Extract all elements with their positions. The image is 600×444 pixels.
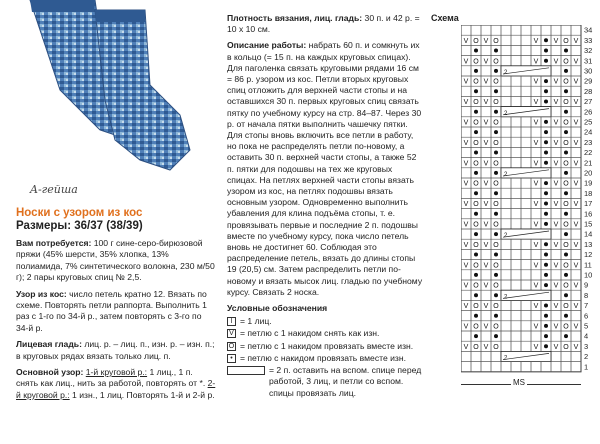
chart-symbol: O <box>473 241 479 249</box>
chart-symbol: V <box>483 282 489 290</box>
chart-dot <box>494 89 498 93</box>
socks-photo <box>0 0 200 196</box>
chart-symbol: V <box>553 180 559 188</box>
cable-label: 2 <box>504 233 508 240</box>
chart-dot <box>544 151 548 155</box>
chart-symbol: O <box>493 139 499 147</box>
chart-symbol: V <box>553 241 559 249</box>
chart-dot <box>494 49 498 53</box>
chart-title: Схема <box>431 13 459 23</box>
description-text: набрать 60 п. и сомкнуть их в кольцо (= 15 п. на каждых круговых спицах). Для паголенка связать круговыми рядами 16 см = 86 р. узором из кос. Петли вторых круговых спиц отложить для верхней части стопы и на оставшихся 30 п. первых круговых спиц связать пятку по учебному курсу на стр. 84–87. Через 30 р. от начала пятки выполнить чашечку пятки. Для стопы вновь включить все петли в работу, но пока не распределять петли по-новому, а оставить 30 п. верхней части стопы, а также 52 п. пятки для подошвы на тех же круговых спицах. На петлях верхней части стопы вязать узором из кос, на петлях подошвы вязать основным узором. Одновременно выполнить убавления для клина подъёма стопы, т. е. провязывать первые и последние 2 п. подошвы вместе по учебному курсу, пока число петель вновь не достигнет 60. Соблюдая это распределение петель, вязать до длины стопы 19 (20,5) см. Затем распределить петли по-новому и вязать мысок лиц. гладью по учебному курсу. Связать 2 носка. <box>227 40 423 297</box>
chart-symbol: V <box>533 343 539 351</box>
chart-symbol: V <box>483 201 489 209</box>
chart-symbol: V <box>483 262 489 270</box>
chart-symbol: V <box>483 119 489 127</box>
chart-symbol: V <box>553 221 559 229</box>
chart-symbol: V <box>533 262 539 270</box>
chart-dot <box>474 69 478 73</box>
chart-dot <box>474 253 478 257</box>
chart-dot <box>494 293 498 297</box>
description <box>227 40 423 298</box>
chart-symbol: V <box>483 160 489 168</box>
row-number: 27 <box>584 97 593 107</box>
basic-pattern-r1-text: 1 лиц., 1 п. снять как лиц., нить за работой, повторять от *. <box>16 367 206 389</box>
basic-pattern-r2-text: 1 изн., 1 лиц. Повторять 1-й и 2-й р. <box>72 389 215 400</box>
chart-dot <box>544 89 548 93</box>
legend-item-dot <box>227 353 423 364</box>
chart-symbol: V <box>573 58 579 66</box>
row-number: 28 <box>584 86 593 96</box>
chart-symbol: V <box>463 201 469 209</box>
chart-dot <box>544 242 548 246</box>
chart-dot <box>564 334 568 338</box>
chart-symbol: O <box>493 262 499 270</box>
chart-symbol: V <box>573 139 579 147</box>
chart-dot <box>494 171 498 175</box>
chart-symbol: V <box>553 262 559 270</box>
chart-dot <box>474 334 478 338</box>
row-number: 4 <box>584 331 589 341</box>
chart-symbol: V <box>573 180 579 188</box>
chart-dot <box>564 151 568 155</box>
basic-pattern-label: Основной узор: <box>16 367 84 378</box>
chart-symbol: V <box>553 323 559 331</box>
chart-dot <box>494 110 498 114</box>
chart-dot <box>564 89 568 93</box>
chart-symbol: O <box>563 180 569 188</box>
chart-symbol: V <box>533 303 539 311</box>
chart-symbol: O <box>493 180 499 188</box>
cable-symbol-icon <box>227 366 265 375</box>
chart-dot <box>494 130 498 134</box>
chart-dot <box>564 130 568 134</box>
row-number: 15 <box>584 219 593 229</box>
chart-symbol: O <box>493 78 499 86</box>
chart-symbol: O <box>473 58 479 66</box>
chart-symbol: O <box>493 37 499 45</box>
chart-symbol: V <box>463 343 469 351</box>
chart-dot <box>544 283 548 287</box>
chart-dot <box>474 293 478 297</box>
chart-symbol: O <box>563 119 569 127</box>
dot-symbol-icon: • <box>227 354 236 363</box>
chart-symbol: V <box>463 241 469 249</box>
basic-pattern-r2: 2-й круговой р.: <box>16 378 216 400</box>
row-number: 34 <box>584 25 593 35</box>
chart-symbol: V <box>483 303 489 311</box>
chart-symbol: O <box>473 221 479 229</box>
chart-dot <box>474 232 478 236</box>
chart-symbol: V <box>533 58 539 66</box>
stockinette-text: лиц. р. – лиц. п., изн. р. – изн. п.; в круговых рядах вязать только лиц. п. <box>16 339 215 361</box>
row-number: 32 <box>584 46 593 56</box>
ms-label: MS <box>513 378 525 387</box>
chart-symbol: V <box>573 201 579 209</box>
stockinette-label: Лицевая гладь: <box>16 339 82 350</box>
chart-dot <box>544 161 548 165</box>
legend-title: Условные обозначения <box>227 303 328 314</box>
chart-symbol: V <box>573 241 579 249</box>
chart-symbol: O <box>563 160 569 168</box>
row-number: 5 <box>584 321 589 331</box>
chart-dot <box>544 222 548 226</box>
row-number: 12 <box>584 250 593 260</box>
chart-dot <box>494 334 498 338</box>
gauge <box>227 13 423 35</box>
cable-label: 2 <box>504 110 508 117</box>
chart-symbol: V <box>553 201 559 209</box>
chart-dot <box>474 110 478 114</box>
slip-symbol-icon: V <box>227 329 236 338</box>
materials-text: 100 г сине-серо-бирюзовой пряжи (45% шерсти, 35% хлопка, 13% полиамида, 7% синтетического волокна, 230 м/50 г); 2 пары круговых спиц № 2,5. <box>16 238 215 283</box>
chart-symbol: V <box>463 160 469 168</box>
row-number: 26 <box>584 107 593 117</box>
row-number: 10 <box>584 270 593 280</box>
row-number: 31 <box>584 56 593 66</box>
chart-symbol: O <box>563 58 569 66</box>
chart-symbol: V <box>573 99 579 107</box>
chart-symbol: O <box>473 323 479 331</box>
chart-symbol: O <box>493 119 499 127</box>
chart-dot <box>544 59 548 63</box>
chart-symbol: O <box>473 160 479 168</box>
chart-dot <box>494 69 498 73</box>
chart-dot <box>494 314 498 318</box>
row-number: 8 <box>584 290 589 300</box>
chart-dot <box>494 273 498 277</box>
page-title: Носки с узором из кос <box>16 207 143 219</box>
chart-symbol: V <box>553 160 559 168</box>
chart-symbol: V <box>463 323 469 331</box>
chart-symbol: V <box>463 119 469 127</box>
chart-dot <box>564 253 568 257</box>
legend-item-purl-together <box>227 341 423 352</box>
chart-dot <box>544 181 548 185</box>
chart-dot <box>544 263 548 267</box>
chart-dot <box>544 314 548 318</box>
chart-symbol: V <box>553 58 559 66</box>
chart-dot <box>474 171 478 175</box>
chart-symbol: O <box>493 303 499 311</box>
chart-dot <box>564 69 568 73</box>
chart-symbol: V <box>483 343 489 351</box>
row-number: 11 <box>584 260 592 270</box>
legend-text: = петлю с 1 накидом провязать вместе изн. <box>240 340 414 351</box>
chart-dot <box>544 130 548 134</box>
chart-dot <box>564 232 568 236</box>
pattern-ribs-label: Узор из кос: <box>16 288 67 299</box>
chart-dot <box>564 314 568 318</box>
chart-symbol: O <box>493 282 499 290</box>
knitting-chart <box>461 25 596 375</box>
chart-symbol: V <box>463 37 469 45</box>
chart-symbol: V <box>533 323 539 331</box>
chart-symbol: V <box>573 119 579 127</box>
cable-label: 2 <box>504 70 508 76</box>
chart-symbol: V <box>533 241 539 249</box>
chart-symbol: O <box>563 262 569 270</box>
chart-dot <box>544 140 548 144</box>
stockinette <box>16 339 216 362</box>
row-number: 2 <box>584 352 589 362</box>
chart-symbol: V <box>573 78 579 86</box>
legend-text: = 2 п. оставить на вспом. спице перед работой, 3 лиц, и петли со вспом. спицы провязать лиц. <box>269 365 422 398</box>
chart-symbol: O <box>493 343 499 351</box>
chart-symbol: O <box>493 99 499 107</box>
chart-symbol: V <box>573 221 579 229</box>
chart-symbol: O <box>563 99 569 107</box>
legend-text: = петлю с накидом провязать вместе изн. <box>240 352 407 363</box>
gauge-text: 30 п. и 42 р. = 10 х 10 см. <box>227 13 420 35</box>
chart-symbol: V <box>463 180 469 188</box>
chart-dot <box>544 344 548 348</box>
chart-symbol: O <box>473 139 479 147</box>
legend-item-slip <box>227 328 423 339</box>
chart-symbol: V <box>463 99 469 107</box>
basic-pattern-r1: 1-й круговой р.: <box>85 367 148 378</box>
signature: A-гейша <box>30 183 78 196</box>
chart-symbol: V <box>573 323 579 331</box>
chart-symbol: V <box>533 160 539 168</box>
legend-item-knit <box>227 316 423 327</box>
chart-dot <box>474 130 478 134</box>
description-label: Описание работы: <box>227 40 307 51</box>
row-number: 16 <box>584 209 593 219</box>
chart-symbol: O <box>473 78 479 86</box>
chart-symbol: V <box>463 58 469 66</box>
chart-symbol: O <box>493 160 499 168</box>
chart-symbol: O <box>563 37 569 45</box>
chart-dot <box>544 304 548 308</box>
row-number: 33 <box>584 35 593 45</box>
chart-symbol: O <box>563 282 569 290</box>
chart-dot <box>544 253 548 257</box>
chart-symbol: O <box>563 201 569 209</box>
row-number: 24 <box>584 127 593 137</box>
legend-text: = петлю с 1 накидом снять как изн. <box>240 328 380 339</box>
chart-symbol: O <box>563 139 569 147</box>
chart-symbol: V <box>553 282 559 290</box>
row-number: 29 <box>584 76 593 86</box>
chart-dot <box>564 191 568 195</box>
chart-symbol: V <box>483 139 489 147</box>
chart-symbol: V <box>463 139 469 147</box>
chart-dot <box>564 49 568 53</box>
left-column <box>16 207 216 406</box>
chart-symbol: V <box>573 37 579 45</box>
chart-dot <box>564 171 568 175</box>
row-number: 19 <box>584 178 593 188</box>
chart-symbol: V <box>483 241 489 249</box>
row-number: 1 <box>584 362 589 372</box>
chart-symbol: V <box>463 78 469 86</box>
chart-symbol: O <box>493 241 499 249</box>
chart-symbol: V <box>533 37 539 45</box>
chart-symbol: V <box>463 282 469 290</box>
chart-dot <box>494 151 498 155</box>
legend-text: = 1 лиц. <box>240 316 272 327</box>
chart-symbol: O <box>563 221 569 229</box>
chart-symbol: O <box>563 241 569 249</box>
pattern-ribs-text: число петель кратно 12. Вязать по схеме. Повторять петли раппорта. Выполнить 1 раз с 1-го по 34-й р., затем повторять с 3-го по 34-й р. <box>16 288 207 333</box>
chart-dot <box>564 293 568 297</box>
chart-symbol: V <box>553 119 559 127</box>
chart-symbol: V <box>483 37 489 45</box>
chart-dot <box>544 191 548 195</box>
chart-symbol: V <box>463 262 469 270</box>
row-number: 21 <box>584 158 593 168</box>
row-number: 9 <box>584 280 589 290</box>
chart-symbol: V <box>483 323 489 331</box>
materials <box>16 238 216 284</box>
middle-column <box>227 13 423 400</box>
sizes: Размеры: 36/37 (38/39) <box>16 220 143 232</box>
chart-symbol: V <box>553 303 559 311</box>
gauge-label: Плотность вязания, лиц. гладь: <box>227 13 363 23</box>
chart-dot <box>564 110 568 114</box>
circle-symbol-icon: O <box>228 342 235 350</box>
chart-dot <box>474 273 478 277</box>
chart-symbol: V <box>553 78 559 86</box>
chart-symbol: O <box>473 99 479 107</box>
chart-symbol: V <box>573 160 579 168</box>
chart-symbol: V <box>533 180 539 188</box>
chart-dot <box>544 38 548 42</box>
row-number: 20 <box>584 168 593 178</box>
row-number: 22 <box>584 148 593 158</box>
chart-dot <box>474 151 478 155</box>
chart-dot <box>564 273 568 277</box>
row-number: 17 <box>584 199 593 209</box>
chart-dot <box>474 314 478 318</box>
chart-dot <box>544 212 548 216</box>
knit-symbol-icon: I <box>227 317 236 326</box>
chart-symbol: O <box>493 58 499 66</box>
chart-symbol: V <box>533 99 539 107</box>
row-number: 7 <box>584 301 589 311</box>
row-number: 3 <box>584 341 589 351</box>
row-number: 14 <box>584 229 593 239</box>
chart-symbol: V <box>553 139 559 147</box>
chart-symbol: V <box>533 78 539 86</box>
pattern-ribs <box>16 289 216 335</box>
chart-symbol: O <box>473 303 479 311</box>
chart-symbol: V <box>553 99 559 107</box>
chart-symbol: V <box>573 303 579 311</box>
chart-dot <box>544 324 548 328</box>
chart-symbol: O <box>563 78 569 86</box>
chart-symbol: V <box>533 119 539 127</box>
chart-symbol: O <box>473 343 479 351</box>
chart-dot <box>544 273 548 277</box>
chart-symbol: V <box>483 99 489 107</box>
chart-symbol: V <box>553 37 559 45</box>
chart-symbol: V <box>573 282 579 290</box>
chart-dot <box>544 120 548 124</box>
chart-symbol: O <box>473 180 479 188</box>
row-number: 25 <box>584 117 593 127</box>
chart-dot <box>494 253 498 257</box>
chart-symbol: V <box>463 221 469 229</box>
chart-dot <box>474 191 478 195</box>
chart-dot <box>474 212 478 216</box>
legend-item-cable <box>227 365 423 399</box>
row-number: 30 <box>584 66 593 76</box>
chart-symbol: O <box>563 303 569 311</box>
chart-symbol: V <box>573 343 579 351</box>
chart-dot <box>474 49 478 53</box>
chart-dot <box>544 79 548 83</box>
chart-symbol: V <box>533 282 539 290</box>
cable-label: 2 <box>504 294 508 301</box>
chart-symbol: V <box>483 221 489 229</box>
row-number: 6 <box>584 311 589 321</box>
chart-dot <box>544 334 548 338</box>
chart-symbol: V <box>483 78 489 86</box>
chart-dot <box>494 191 498 195</box>
chart-symbol: V <box>573 262 579 270</box>
chart-symbol: O <box>493 323 499 331</box>
chart-dot <box>544 202 548 206</box>
materials-label: Вам потребуется: <box>16 238 92 248</box>
row-number: 18 <box>584 188 593 198</box>
cable-label: 2 <box>504 355 508 362</box>
chart-symbol: O <box>493 201 499 209</box>
row-number: 23 <box>584 137 593 147</box>
chart-symbol: V <box>553 343 559 351</box>
chart-dot <box>544 49 548 53</box>
chart-dot <box>494 232 498 236</box>
chart-symbol: O <box>563 343 569 351</box>
row-number: 13 <box>584 239 593 249</box>
chart-symbol: O <box>473 201 479 209</box>
chart-symbol: V <box>463 303 469 311</box>
chart-symbol: V <box>483 180 489 188</box>
chart-symbol: V <box>533 139 539 147</box>
chart-symbol: O <box>473 37 479 45</box>
chart-symbol: O <box>563 323 569 331</box>
cable-label: 2 <box>504 172 508 178</box>
basic-pattern <box>16 367 216 401</box>
chart-symbol: O <box>473 119 479 127</box>
chart-symbol: V <box>483 58 489 66</box>
chart-dot <box>564 212 568 216</box>
chart-symbol: O <box>473 262 479 270</box>
chart-dot <box>544 100 548 104</box>
chart-symbol: O <box>473 282 479 290</box>
chart-dot <box>474 89 478 93</box>
chart-symbol: V <box>533 221 539 229</box>
chart-symbol: O <box>493 221 499 229</box>
chart-dot <box>494 212 498 216</box>
chart-symbol: V <box>533 201 539 209</box>
